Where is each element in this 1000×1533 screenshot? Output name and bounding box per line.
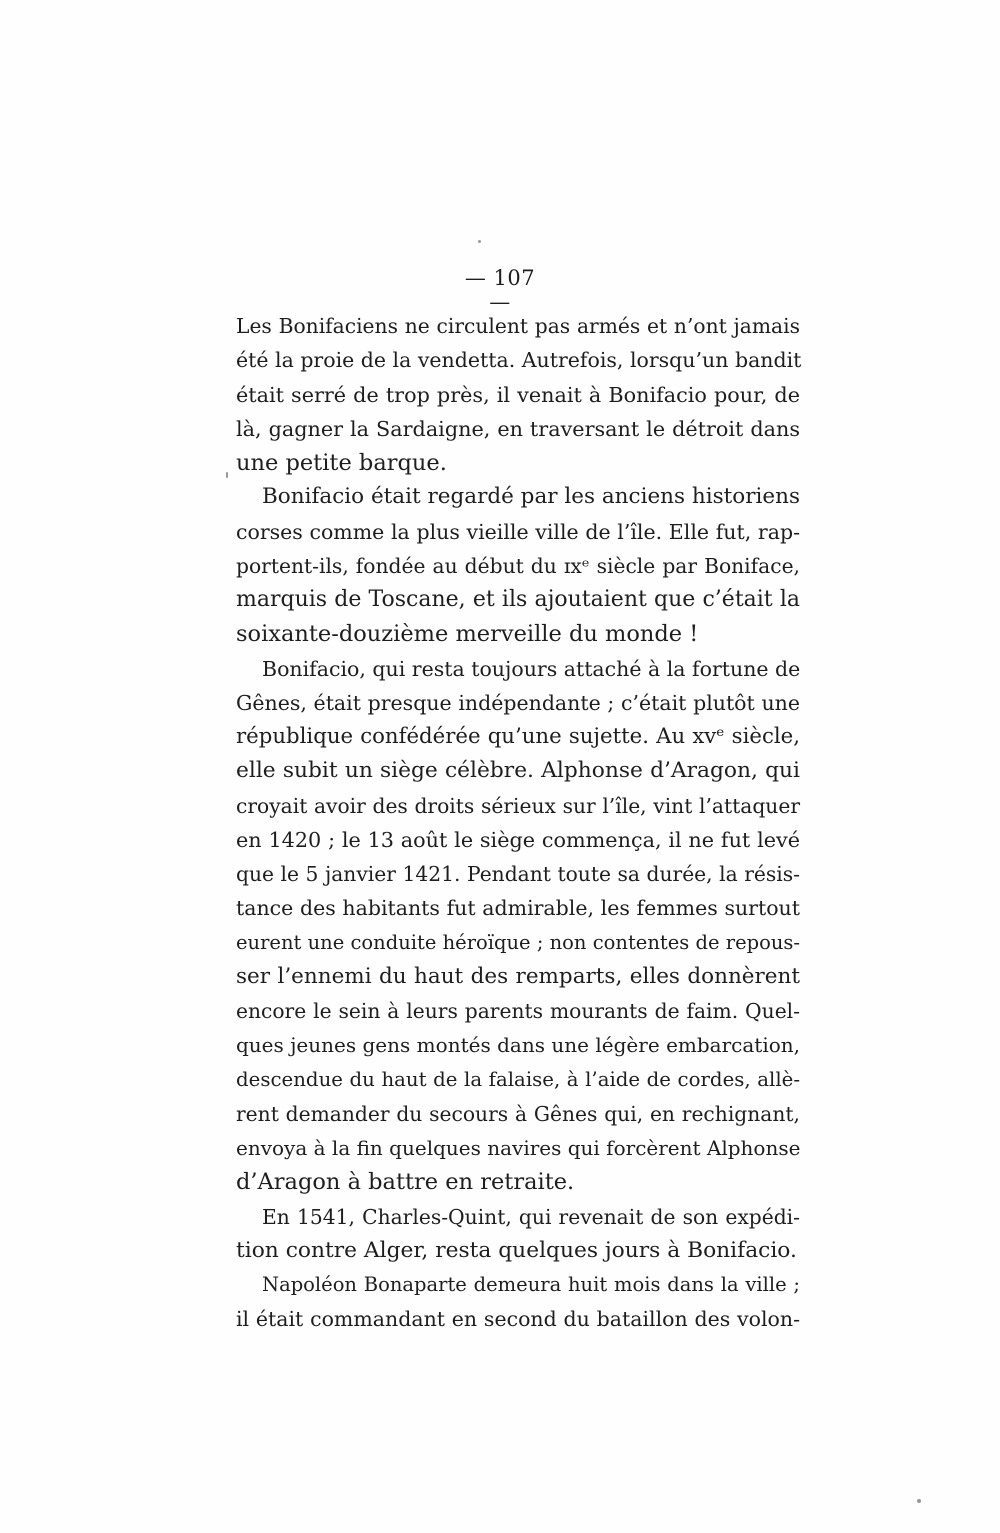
paragraph-start-line: Napoléon Bonaparte demeura huit mois dans la ville ; [262,1273,800,1296]
text-line: ser l’ennemi du haut des remparts, elles donnèrent [236,963,800,989]
paragraph-start-line: En 1541, Charles-Quint, qui revenait de son expédi- [262,1204,800,1229]
text-line: descendue du haut de la falaise, à l’aide de cordes, allè- [236,1067,800,1091]
text-line: il était commandant en second du bataillon des volon- [236,1307,800,1332]
scan-speck [226,472,228,478]
text-line: là, gagner la Sardaigne, en traversant le détroit dans [236,416,800,441]
text-line: Les Bonifaciens ne circulent pas armés et n’ont jamais [236,314,800,338]
text-line: encore le sein à leurs parents mourants de faim. Quel- [236,999,800,1023]
text-line: Gênes, était presque indépendante ; c’était plutôt une [236,690,800,715]
text-line: portent-ils, fondée au début du ɪxᵉ siècle par Boniface, [236,553,800,578]
text-line: corses comme la plus vieille ville de l’île. Elle fut, rap- [236,519,800,544]
paragraph-start-line: Bonifacio, qui resta toujours attaché à la fortune de [262,656,801,681]
text-line: rent demander du secours à Gênes qui, en rechignant, [236,1101,800,1126]
text-line: tance des habitants fut admirable, les femmes surtout [236,896,800,921]
text-line: ques jeunes gens montés dans une légère embarcation, [236,1033,800,1058]
scan-speck [478,240,481,243]
text-line: une petite barque. [236,450,447,476]
text-line: soixante-douzième merveille du monde ! [236,621,699,648]
text-line: été la proie de la vendetta. Autrefois, lorsqu’un bandit [236,348,802,373]
text-line: croyait avoir des droits sérieux sur l’île, vint l’attaquer [236,793,800,818]
text-line: que le 5 janvier 1421. Pendant toute sa durée, la résis- [236,862,800,886]
text-line: marquis de Toscane, et ils ajoutaient que c’était la [236,587,800,612]
text-line: d’Aragon à battre en retraite. [236,1169,575,1196]
text-line: en 1420 ; le 13 août le siège commença, il ne fut levé [236,827,800,852]
page-number: — 107 — [464,266,536,314]
text-line: république confédérée qu’une sujette. Au xvᵉ siècle, [236,724,800,749]
text-line: était serré de trop près, il venait à Bonifacio pour, de [236,382,800,407]
text-line: eurent une conduite héroïque ; non contentes de repous- [236,930,800,954]
text-line: envoya à la fin quelques navires qui forcèrent Alphonse [236,1136,801,1160]
text-line: tion contre Alger, resta quelques jours à Bonifacio. [236,1237,797,1263]
paragraph-start-line: Bonifacio était regardé par les anciens historiens [262,484,800,510]
scan-speck [917,1499,921,1503]
text-line: elle subit un siège célèbre. Alphonse d’Aragon, qui [236,758,800,784]
body-text [236,309,800,1337]
